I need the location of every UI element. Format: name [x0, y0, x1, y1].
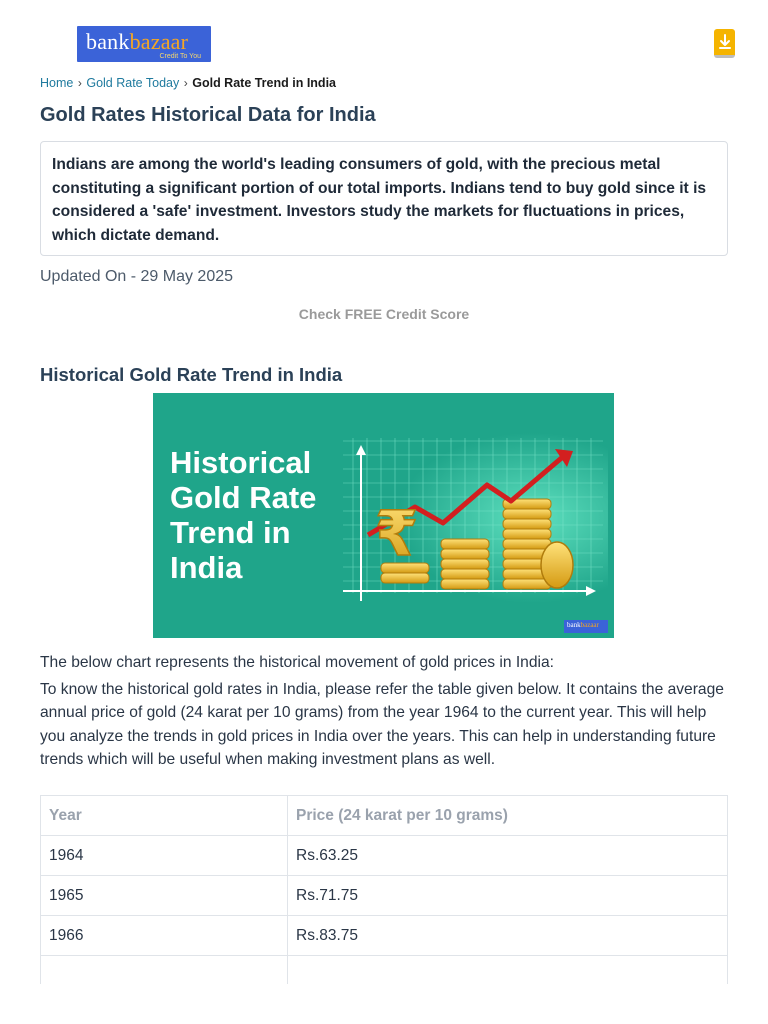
download-arrow-icon: [719, 34, 731, 50]
gold-trend-banner-image: [153, 393, 614, 638]
breadcrumb-gold-rate-today-link[interactable]: Gold Rate Today: [86, 76, 180, 90]
breadcrumb: [40, 76, 336, 90]
banner-line: India: [170, 550, 243, 585]
table-row: [41, 956, 728, 984]
table-description: To know the historical gold rates in India, please refer the table given below. It contains the average annual price of gold (24 karat per 10 grams) from the year 1964 to the current year. This will help you analyze the trends in gold prices in India over the years. This can help in understanding future trends which will be useful when making investment plans as well.: [40, 681, 724, 768]
year-cell: 1966: [41, 916, 288, 956]
table-header-row: [41, 796, 728, 836]
column-header-price: Price (24 karat per 10 grams): [288, 796, 728, 836]
year-cell: [41, 956, 288, 984]
chart-description: The below chart represents the historical movement of gold prices in India:: [40, 654, 554, 671]
chevron-right-icon: ›: [183, 76, 188, 90]
banner-title: [170, 445, 316, 585]
price-cell: Rs.71.75: [288, 876, 728, 916]
svg-text:₹: ₹: [375, 497, 419, 570]
updated-date: Updated On - 29 May 2025: [40, 268, 234, 285]
intro-text: Indians are among the world's leading consumers of gold, with the precious metal constituting a significant portion of our total imports. Indians tend to buy gold since it is considered a 'safe' investment. Investors study the markets for fluctuations in prices, which dictate demand.: [52, 156, 707, 244]
logo-tagline: Credit To You: [159, 53, 201, 60]
app-download-button[interactable]: [714, 29, 735, 58]
banner-line: Trend in: [170, 515, 291, 550]
table-row: [41, 876, 728, 916]
table-row: [41, 836, 728, 876]
year-cell: 1964: [41, 836, 288, 876]
table-row: [41, 916, 728, 956]
check-credit-score-link[interactable]: Check FREE Credit Score: [298, 306, 470, 322]
bankbazaar-logo[interactable]: [77, 26, 211, 62]
chevron-right-icon: ›: [77, 76, 82, 90]
intro-box: [40, 141, 728, 256]
section-title: Historical Gold Rate Trend in India: [40, 364, 343, 385]
banner-line: Historical: [170, 445, 312, 480]
column-header-year: Year: [41, 796, 288, 836]
banner-logo: bankbazaar: [564, 620, 608, 633]
gold-price-table: [40, 795, 728, 984]
logo-wordmark: bankbazaar: [86, 29, 189, 54]
page-title: Gold Rates Historical Data for India: [40, 104, 376, 126]
site-header: [0, 0, 768, 70]
banner-line: Gold Rate: [170, 480, 317, 515]
price-cell: Rs.83.75: [288, 916, 728, 956]
price-cell: [288, 956, 728, 984]
year-cell: 1965: [41, 876, 288, 916]
breadcrumb-home-link[interactable]: Home: [40, 76, 74, 90]
price-cell: Rs.63.25: [288, 836, 728, 876]
breadcrumb-current: Gold Rate Trend in India: [192, 76, 336, 90]
